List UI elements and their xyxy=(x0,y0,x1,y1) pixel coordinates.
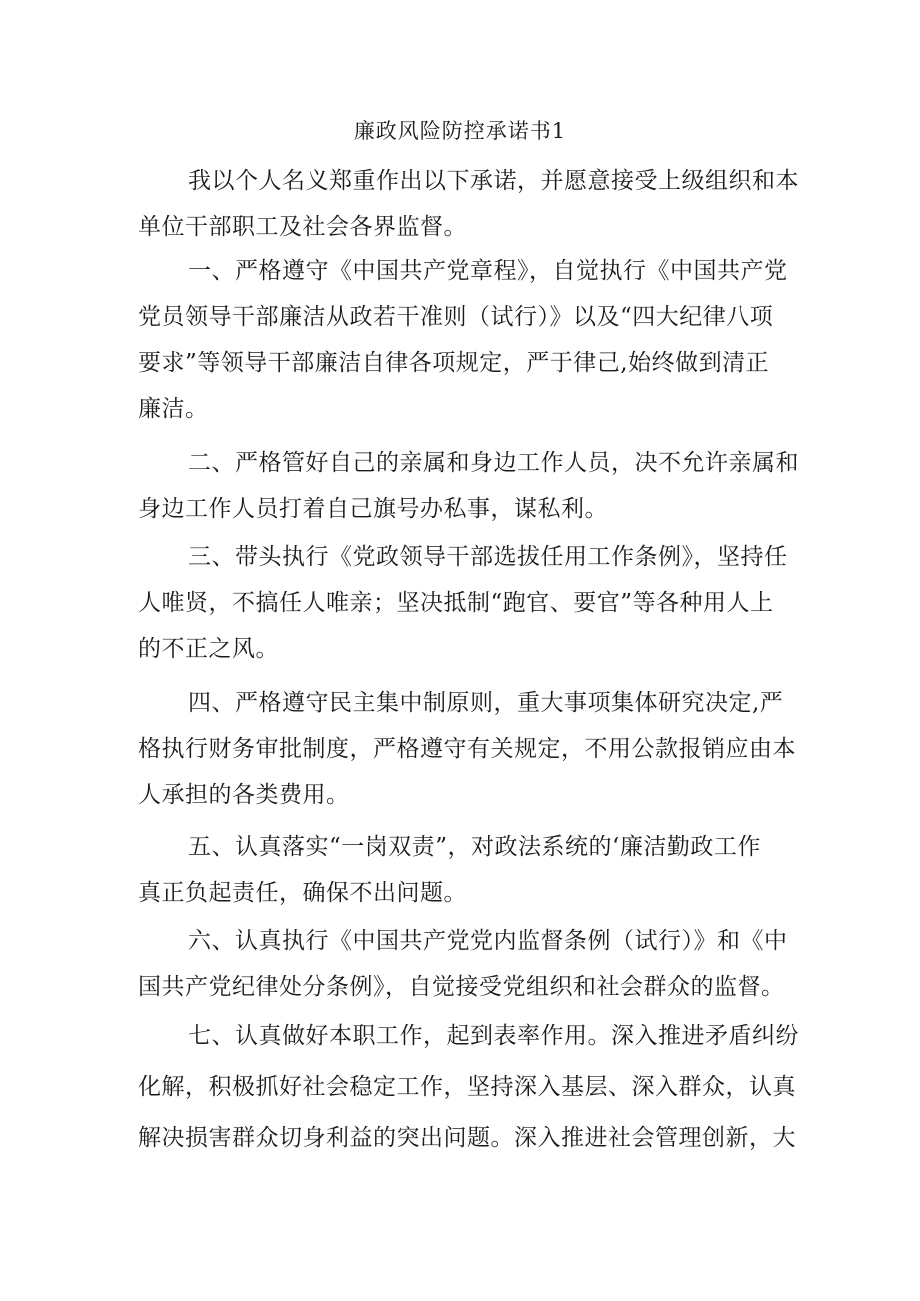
paragraph-item-5 xyxy=(138,824,788,916)
text-line: 的不正之风。 xyxy=(138,636,279,662)
paragraph-item-1 xyxy=(138,248,788,432)
text-line: 人唯贤，不搞任人唯亲；坚决抵制“跑官、要官”等各种用人上 xyxy=(138,590,774,616)
text-line: 身边工作人员打着自己旗号办私事，谋私利。 xyxy=(138,496,608,522)
text-line: 党员领导干部廉洁从政若干准则（试行）》以及“四大纪律八项 xyxy=(138,304,774,330)
text-line: 廉洁。 xyxy=(138,396,209,422)
text-line: 化解，积极抓好社会稳定工作，坚持深入基层、深入群众，认真 xyxy=(138,1074,796,1100)
paragraph-item-2 xyxy=(138,440,799,532)
text-line: 三、带头执行《党政领导干部选拔任用工作条例》，坚持任 xyxy=(188,544,788,570)
text-line: 格执行财务审批制度，严格遵守有关规定，不用公款报销应由本 xyxy=(138,736,796,762)
text-line: 单位干部职工及社会各界监督。 xyxy=(138,214,467,240)
text-line: 六、认真执行《中国共产党党内监督条例（试行）》和《中 xyxy=(188,928,788,954)
document-title: 廉政风险防控承诺书1 xyxy=(353,119,567,143)
text-line: 二、严格管好自己的亲属和身边工作人员，决不允许亲属和 xyxy=(188,450,799,476)
text-line: 国共产党纪律处分条例》，自觉接受党组织和社会群众的监督。 xyxy=(138,974,785,1000)
text-line: 一、严格遵守《中国共产党章程》，自觉执行《中国共产党 xyxy=(188,258,788,284)
paragraph-item-7 xyxy=(138,1011,799,1164)
text-line: 七、认真做好本职工作，起到表率作用。深入推进矛盾纠纷 xyxy=(188,1023,799,1049)
paragraph-item-4 xyxy=(138,680,796,818)
text-line: 人承担的各类费用。 xyxy=(138,782,350,808)
paragraph-item-6 xyxy=(138,918,788,1010)
paragraph-item-3 xyxy=(138,534,788,672)
text-line: 要求”等领导干部廉洁自律各项规定，严于律己,始终做到清正 xyxy=(138,350,770,376)
text-line: 五、认真落实“一岗双责”，对政法系统的‘廉洁勤政工作 xyxy=(188,834,761,860)
paragraph-intro xyxy=(138,158,799,250)
text-line: 解决损害群众切身利益的突出问题。深入推进社会管理创新，大 xyxy=(138,1125,796,1151)
text-line: 我以个人名义郑重作出以下承诺，并愿意接受上级组织和本 xyxy=(188,168,799,194)
text-line: 四、严格遵守民主集中制原则，重大事项集体研究决定,严 xyxy=(188,690,784,716)
text-line: 真正负起责任，确保不出问题。 xyxy=(138,880,467,906)
